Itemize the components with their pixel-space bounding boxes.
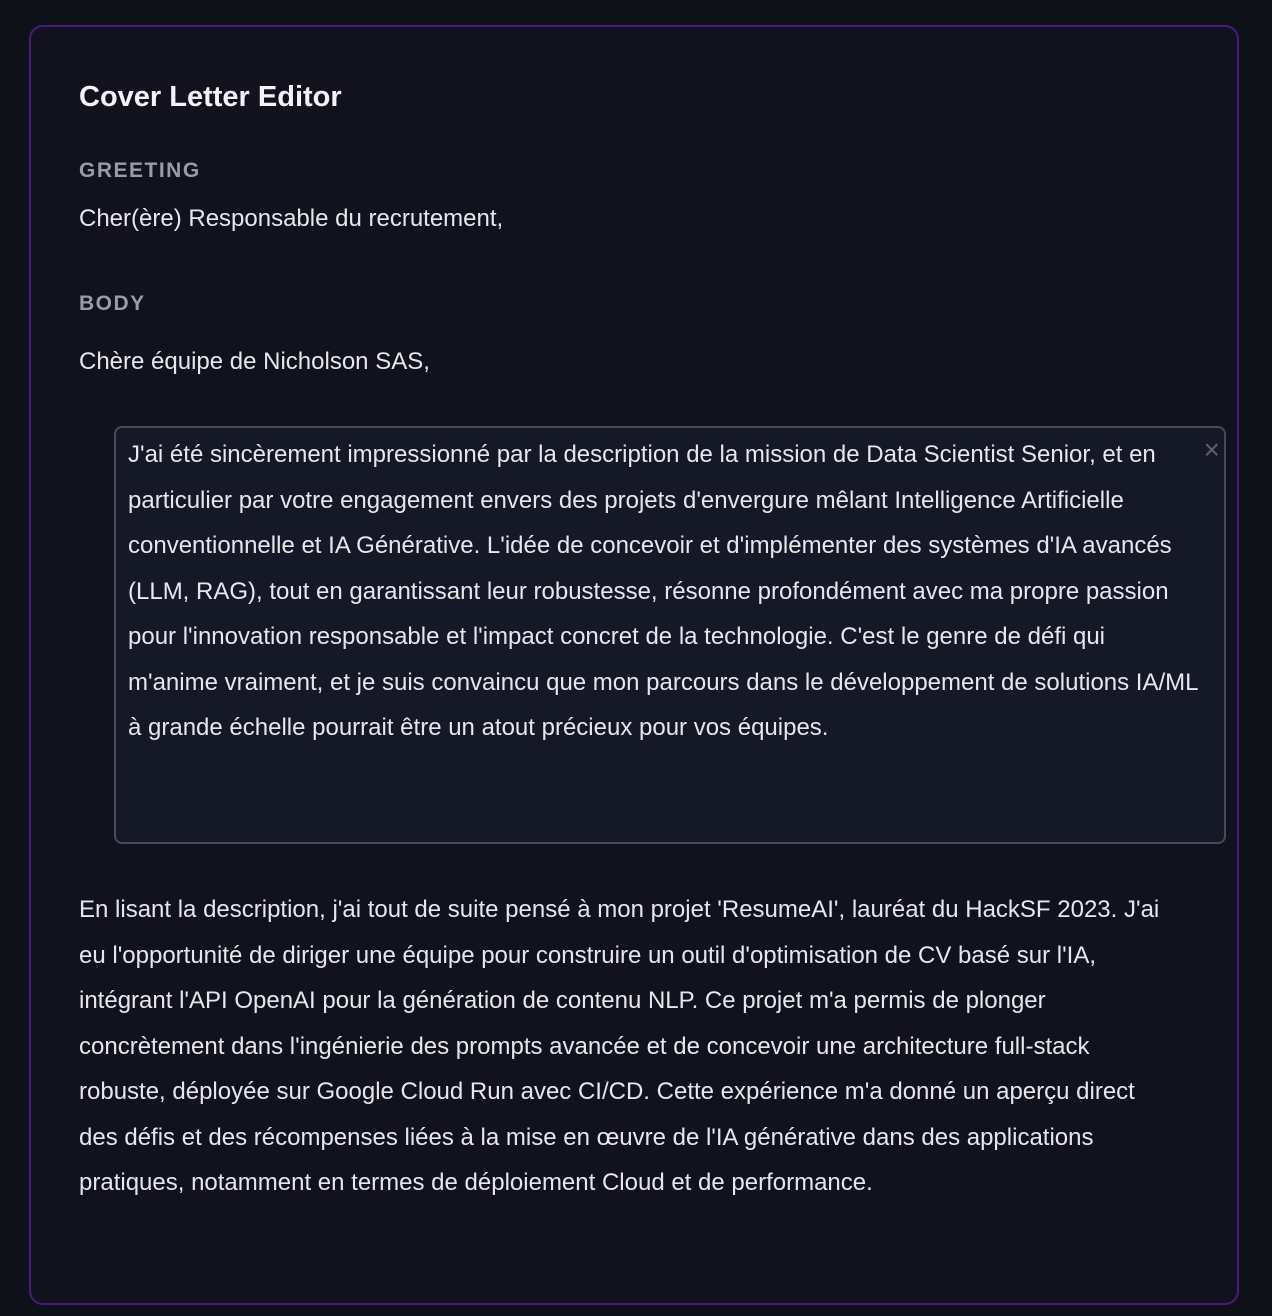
close-icon[interactable]: × <box>1203 434 1220 465</box>
greeting-text[interactable]: Cher(ère) Responsable du recrutement, <box>79 205 504 232</box>
page-title: Cover Letter Editor <box>79 81 342 113</box>
greeting-label: GREETING <box>79 159 201 182</box>
body-label: BODY <box>79 292 146 315</box>
cover-letter-editor-panel <box>29 25 1239 1305</box>
body-paragraph[interactable]: En lisant la description, j'ai tout de suite pensé à mon projet 'ResumeAI', lauréat du HackSF 2023. J'ai eu l'opportunité de diriger une équipe pour construire un outil d'optimisation de CV basé sur l'IA, intégrant l'API OpenAI pour la génération de contenu NLP. Ce projet m'a permis de plonger concrètement dans l'ingénierie des prompts avancée et de concevoir une architecture full-stack robuste, déployée sur Google Cloud Run avec CI/CD. Cette expérience m'a donné un aperçu direct des défis et des récompenses liées à la mise en œuvre de l'IA générative dans des applications pratiques, notamment en termes de déploiement Cloud et de performance. <box>79 896 1160 1196</box>
paragraph-editor-textarea[interactable] <box>114 426 1226 844</box>
editing-paragraph-text[interactable]: J'ai été sincèrement impressionné par la description de la mission de Data Scientist Senior, et en particulier par votre engagement envers des projets d'envergure mêlant Intelligence Artificielle conventionnelle et IA Générative. L'idée de concevoir et d'implémenter des systèmes d'IA avancés (LLM, RAG), tout en garantissant leur robustesse, résonne profondément avec ma propre passion pour l'innovation responsable et l'impact concret de la technologie. C'est le genre de défi qui m'anime vraiment, et je suis convaincu que mon parcours dans le développement de solutions IA/ML à grande échelle pourrait être un atout précieux pour vos équipes. <box>128 441 1198 741</box>
body-opening-paragraph[interactable]: Chère équipe de Nicholson SAS, <box>79 348 430 375</box>
